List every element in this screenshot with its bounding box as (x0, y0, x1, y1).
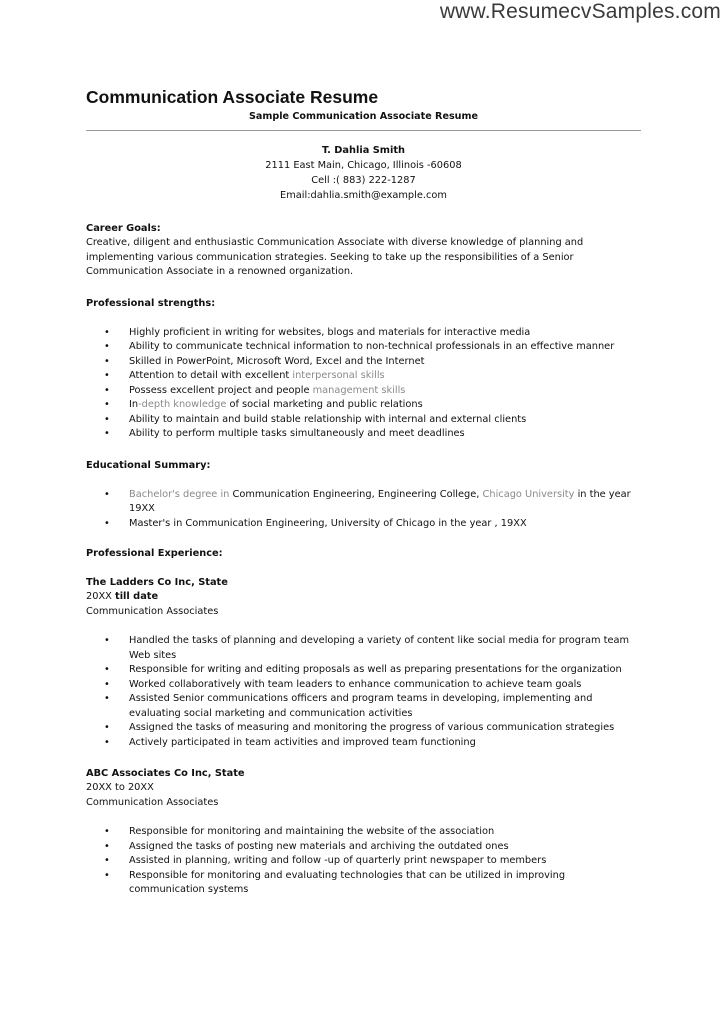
job-duty-text: communication systems (129, 884, 249, 895)
resume-document (86, 88, 641, 898)
job-dates (86, 590, 641, 605)
education-text-highlight: Bachelor's degree in (129, 488, 233, 500)
job-duty-text: Worked collaboratively with team leaders to enhance communication to achieve team goals (129, 678, 582, 690)
strength-item (86, 384, 641, 399)
contact-address: 2111 East Main, Chicago, Illinois -60608 (265, 160, 462, 171)
education-text-highlight: Chicago University (482, 488, 575, 500)
contact-email: Email:dahlia.smith@example.com (280, 190, 447, 201)
education-text: 19XX (129, 503, 155, 514)
job-duty-text: Assigned the tasks of posting new materials and archiving the outdated ones (129, 840, 509, 852)
strengths-section (86, 297, 641, 442)
page-title: Communication Associate Resume (86, 87, 379, 107)
education-item (86, 488, 641, 517)
strength-item (86, 413, 641, 428)
title-divider (86, 130, 641, 131)
experience-heading: Professional Experience: (86, 548, 223, 559)
strength-text: Highly proficient in writing for websites, blogs and materials for interactive media (129, 326, 531, 338)
strength-text: of social marketing and public relations (226, 399, 423, 410)
education-list (86, 488, 641, 532)
strength-item (86, 369, 641, 384)
strength-item (86, 355, 641, 370)
education-heading: Educational Summary: (86, 459, 211, 471)
job-duty-text: Responsible for monitoring and evaluating technologies that can be utilized in improving (129, 869, 566, 881)
job-duty-text: Assigned the tasks of measuring and monitoring the progress of various communication strategies (129, 722, 615, 733)
job-duty-text: Responsible for monitoring and maintaining the website of the association (129, 826, 495, 837)
strengths-list (86, 326, 641, 442)
job-duty-item (86, 663, 641, 678)
strength-text: Skilled in PowerPoint, Microsoft Word, Excel and the Internet (129, 355, 425, 367)
career-goals-line: Creative, diligent and enthusiastic Communication Associate with diverse knowledge of planning and (86, 237, 584, 248)
job-duty-text: Assisted Senior communications officers and program teams in developing, implementing and (129, 693, 593, 704)
job-dates-text: 20XX to 20XX (86, 782, 154, 793)
site-watermark: www.ResumecvSamples.com (439, 0, 721, 23)
job-duties-list (86, 825, 641, 898)
job-entry (86, 576, 641, 750)
strength-item (86, 427, 641, 442)
education-text: Master's in Communication Engineering, University of Chicago in the year , 19XX (129, 517, 527, 529)
job-dates (86, 781, 641, 796)
job-duty-item (86, 869, 641, 898)
contact-cell: Cell :( 883) 222-1287 (311, 175, 416, 186)
strength-text: Ability to perform multiple tasks simultaneously and meet deadlines (129, 428, 465, 439)
career-goals-line: Communication Associate in a renowned organization. (86, 266, 354, 277)
job-duty-item (86, 634, 641, 663)
job-entry (86, 767, 641, 898)
page-subtitle: Sample Communication Associate Resume (248, 111, 478, 122)
job-duty-text: Responsible for writing and editing proposals as well as preparing presentations for the organization (129, 664, 622, 675)
job-dates-text: till date (115, 591, 159, 602)
job-role: Communication Associates (86, 796, 219, 808)
job-duty-item (86, 692, 641, 721)
education-section (86, 459, 641, 532)
job-dates-text: 20XX (86, 591, 116, 602)
job-duty-item (86, 721, 641, 736)
job-duty-text: Handled the tasks of planning and developing a variety of content like social media for program team (129, 635, 630, 646)
experience-section (86, 547, 641, 898)
job-duty-text: Web sites (129, 649, 177, 661)
job-company: The Ladders Co Inc, State (86, 577, 228, 588)
strength-text-highlight: management skills (312, 384, 406, 396)
strength-item (86, 326, 641, 341)
job-company: ABC Associates Co Inc, State (86, 768, 245, 779)
contact-name: T. Dahlia Smith (321, 145, 406, 156)
education-text: in the year (574, 488, 631, 500)
job-duty-item (86, 736, 641, 751)
job-duty-item (86, 854, 641, 869)
strength-text: Ability to maintain and build stable relationship with internal and external clients (129, 413, 527, 425)
job-duty-text: evaluating social marketing and communication activities (129, 707, 413, 719)
strength-text: Attention to detail with excellent (129, 370, 293, 381)
strength-text-highlight: interpersonal skills (292, 370, 385, 381)
education-text: Communication Engineering, Engineering College, (232, 488, 483, 500)
career-goals-section (86, 222, 641, 280)
strength-item (86, 340, 641, 355)
job-duties-list (86, 634, 641, 750)
strength-text: In (129, 399, 139, 410)
contact-block (86, 143, 641, 203)
job-duty-text: Actively participated in team activities and improved team functioning (129, 736, 476, 748)
education-item (86, 517, 641, 532)
job-duty-text: Assisted in planning, writing and follow -up of quarterly print newspaper to members (129, 855, 547, 866)
strength-text: Possess excellent project and people (129, 384, 313, 396)
job-duty-item (86, 678, 641, 693)
career-goals-line: implementing various communication strategies. Seeking to take up the responsibilities of a Senior (86, 251, 574, 263)
job-duty-item (86, 825, 641, 840)
job-role: Communication Associates (86, 605, 219, 617)
strength-text-highlight: -depth knowledge (138, 399, 227, 410)
strength-text: Ability to communicate technical information to non-technical professionals in an effective manner (129, 341, 615, 352)
career-goals-heading: Career Goals: (86, 223, 161, 234)
job-duty-item (86, 840, 641, 855)
strength-item (86, 398, 641, 413)
strengths-heading: Professional strengths: (86, 297, 216, 309)
